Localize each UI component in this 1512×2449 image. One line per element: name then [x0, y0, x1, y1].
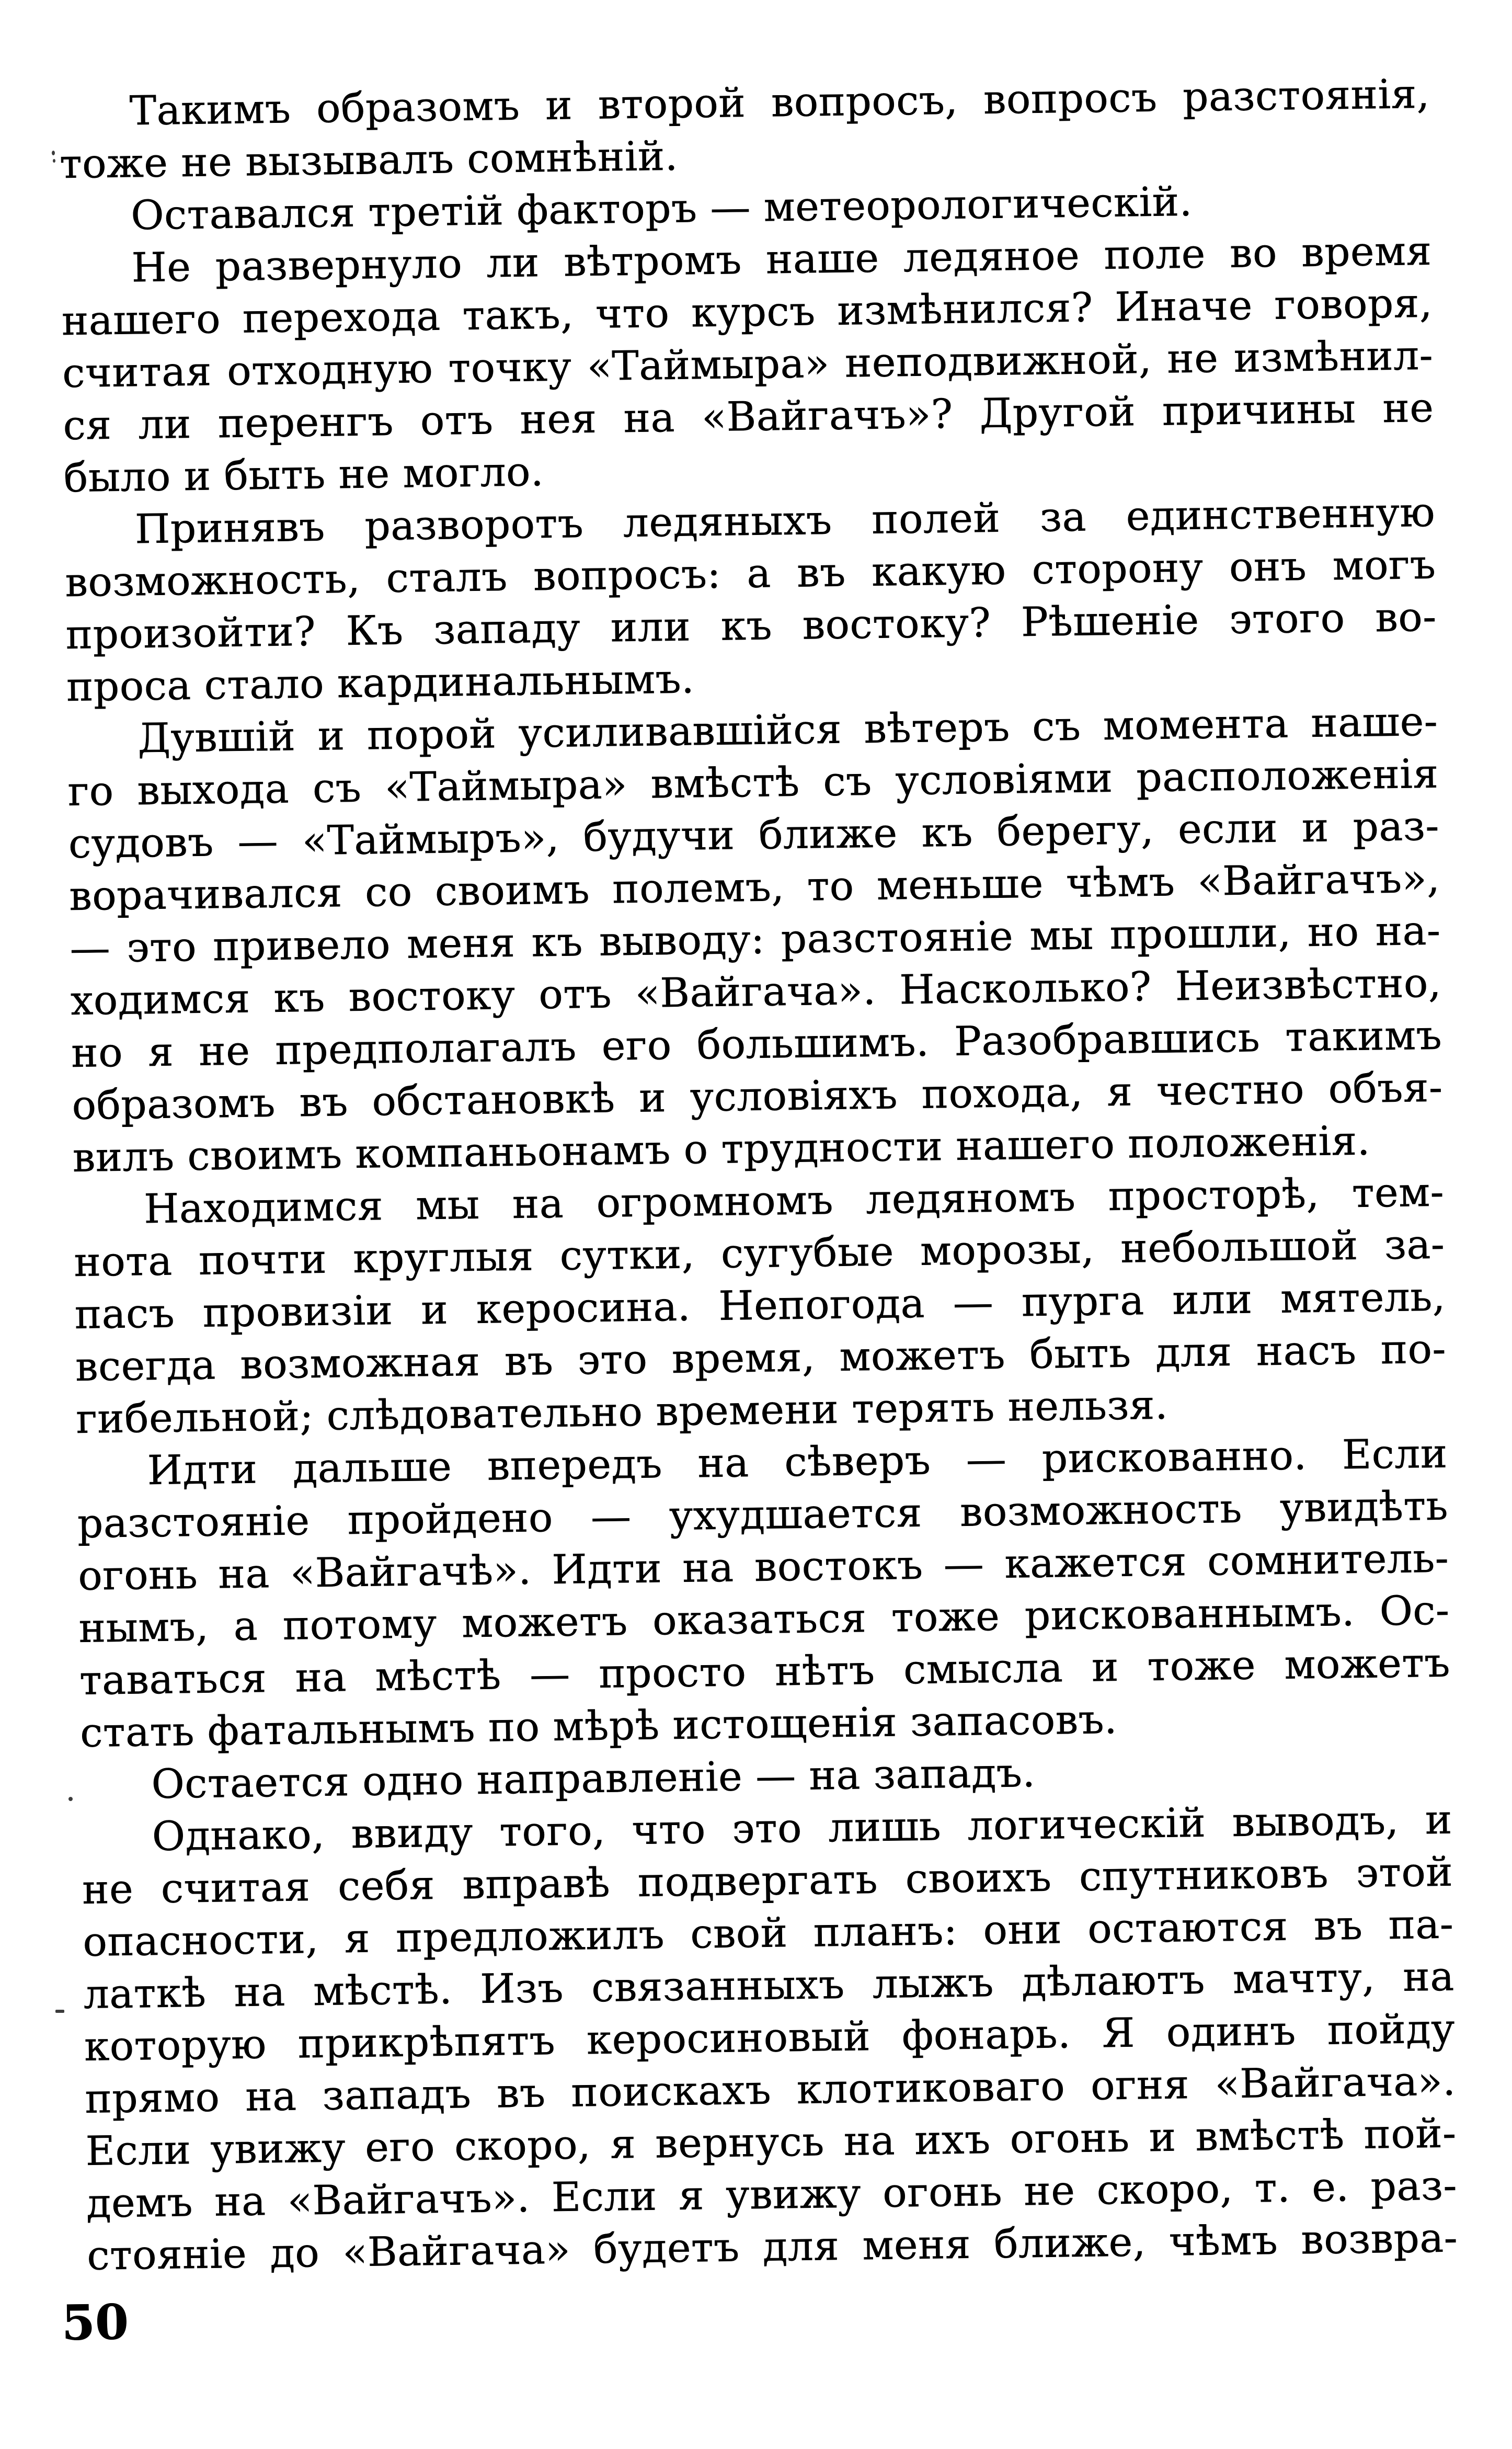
text-line: Остается одно направленіе — на западъ.	[151, 1749, 1036, 1808]
text-line: ворачивался со своимъ полемъ, то меньше чѣмъ «Вайгачъ»,	[68, 855, 1440, 920]
text-line: Идти дальше впередъ на сѣверъ — рискованно. Если	[147, 1430, 1448, 1495]
text-line: произойти? Къ западу или къ востоку? Рѣшеніе этого во-	[65, 594, 1437, 659]
scan-speck	[55, 2010, 64, 2013]
text-line: но я не предполагалъ его большимъ. Разобравшись такимъ	[71, 1012, 1442, 1077]
page-number: 50	[61, 2294, 129, 2351]
text-line: нашего перехода такъ, что курсъ измѣнился? Иначе говоря,	[61, 280, 1433, 345]
text-line: считая отходную точку «Таймыра» неподвижной, не измѣнил-	[62, 332, 1434, 397]
text-line: огонь на «Вайгачѣ». Идти на востокъ — кажется сомнитель-	[77, 1535, 1449, 1600]
text-line: судовъ — «Таймыръ», будучи ближе къ берегу, если и раз-	[68, 803, 1440, 868]
text-line: было и быть не могло.	[63, 449, 544, 502]
text-line: проса стало кардинальнымъ.	[66, 656, 695, 711]
scan-speck	[68, 1797, 73, 1801]
text-line: прямо на западъ въ поискахъ клотиковаго огня «Вайгача».	[84, 2058, 1456, 2123]
text-line: Оставался третій факторъ — метеорологическій.	[130, 178, 1193, 240]
text-line: разстояніе пройдено — ухудшается возможность увидѣть	[77, 1483, 1449, 1547]
text-line: Дувшій и порой усиливавшійся вѣтеръ съ момента наше-	[137, 698, 1438, 762]
scan-speck	[52, 151, 55, 155]
text-line: вилъ своимъ компаньонамъ о трудности нашего положенія.	[72, 1118, 1371, 1181]
text-line: Если увижу его скоро, я вернусь на ихъ огонь и вмѣстѣ пой-	[85, 2110, 1457, 2175]
page-text-block	[59, 69, 1458, 2283]
text-line: таваться на мѣстѣ — просто нѣтъ смысла и тоже можетъ	[79, 1639, 1451, 1704]
text-line: — это привело меня къ выводу: разстояніе мы прошли, но на-	[70, 907, 1441, 973]
text-line: Принявъ разворотъ ледяныхъ полей за единственную	[134, 489, 1436, 553]
text-line: стояніе до «Вайгача» будетъ для меня ближе, чѣмъ возвра-	[86, 2215, 1458, 2280]
text-line: всегда возможная въ это время, можетъ быть для насъ по-	[75, 1326, 1447, 1391]
text-line: которую прикрѣпятъ керосиновый фонарь. Я одинъ пойду	[84, 2006, 1456, 2070]
text-line: тоже не вызывалъ сомнѣній.	[59, 133, 679, 188]
text-line: образомъ въ обстановкѣ и условіяхъ похода, я честно объя-	[72, 1064, 1443, 1129]
text-line: демъ на «Вайгачъ». Если я увижу огонь не скоро, т. е. раз-	[86, 2162, 1458, 2227]
text-line: нымъ, а потому можетъ оказаться тоже рискованнымъ. Ос-	[78, 1587, 1450, 1652]
text-line: пасъ провизіи и керосина. Непогода — пурга или мятель,	[74, 1273, 1446, 1338]
text-line: нота почти круглыя сутки, сугубые морозы, небольшой за-	[73, 1221, 1445, 1286]
text-line: возможность, сталъ вопросъ: а въ какую сторону онъ могъ	[64, 541, 1436, 607]
text-line: не считая себя вправѣ подвергать своихъ спутниковъ этой	[82, 1849, 1453, 1913]
text-line: опасности, я предложилъ свой планъ: они остаются въ па-	[82, 1901, 1454, 1966]
text-line: стать фатальнымъ по мѣрѣ истощенія запасовъ.	[79, 1696, 1118, 1757]
text-line: гибельной; слѣдовательно времени терять нельзя.	[75, 1382, 1169, 1443]
text-line: Не развернуло ли вѣтромъ наше ледяное поле во время	[131, 227, 1433, 292]
text-line: Такимъ образомъ и второй вопросъ, вопросъ разстоянія,	[129, 71, 1430, 135]
scan-speck	[53, 159, 55, 163]
text-line: Находимся мы на огромномъ ледяномъ просторѣ, тем-	[143, 1169, 1445, 1233]
text-line: ходимся къ востоку отъ «Вайгача». Насколько? Неизвѣстно,	[70, 960, 1442, 1025]
text-line: Однако, ввиду того, что это лишь логическій выводъ, и	[152, 1796, 1453, 1861]
text-line: латкѣ на мѣстѣ. Изъ связанныхъ лыжъ дѣлаютъ мачту, на	[83, 1953, 1455, 2018]
text-line: ся ли перенгъ отъ нея на «Вайгачъ»? Другой причины не	[63, 384, 1434, 450]
text-line: го выхода съ «Таймыра» вмѣстѣ съ условіями расположенія	[67, 750, 1439, 816]
